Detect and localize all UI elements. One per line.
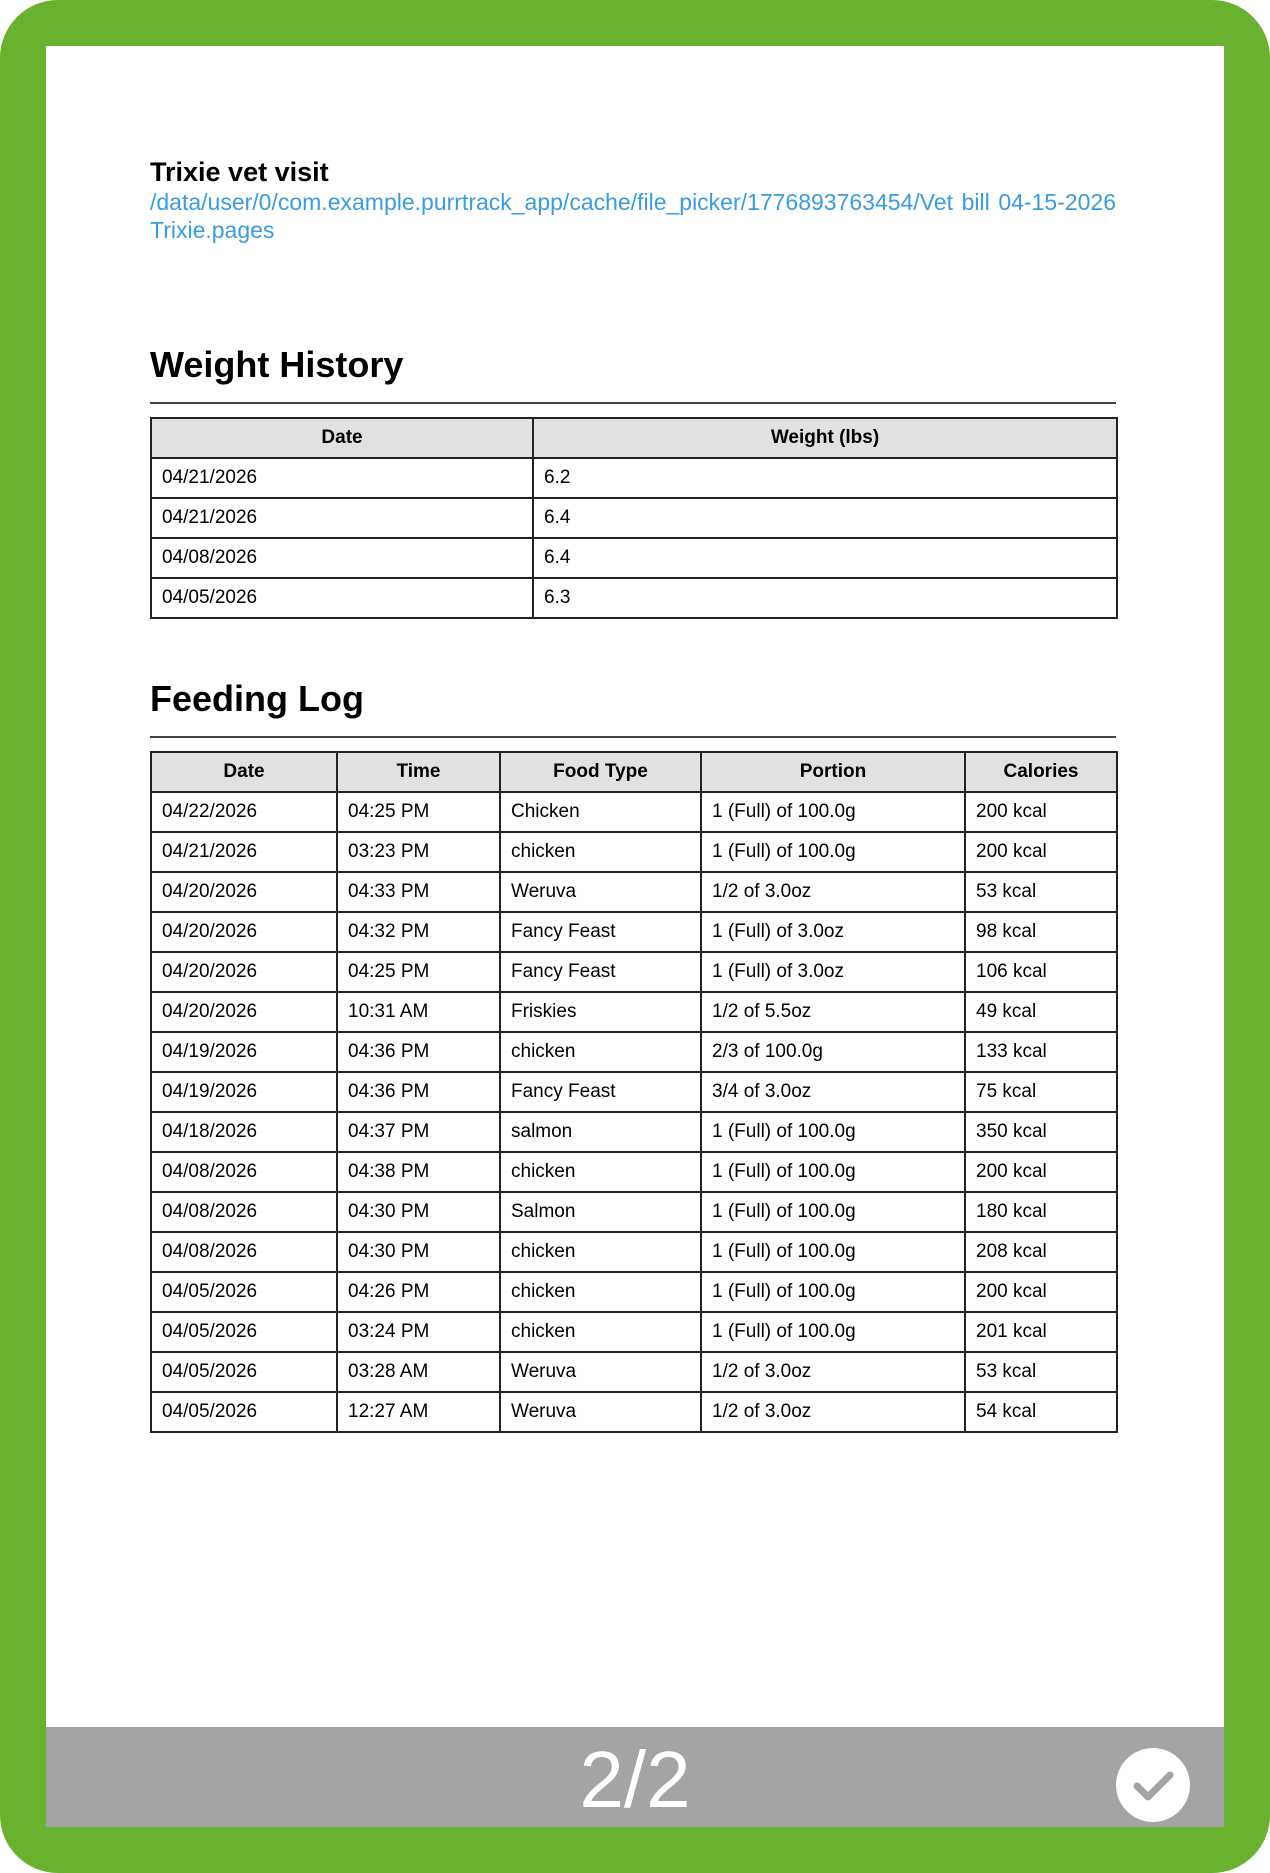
table-cell: Friskies <box>500 992 701 1032</box>
table-row <box>151 832 1117 872</box>
table-cell: 1 (Full) of 100.0g <box>701 792 965 832</box>
table-cell: chicken <box>500 1312 701 1352</box>
table-cell: 1 (Full) of 100.0g <box>701 832 965 872</box>
column-header: Date <box>151 752 337 792</box>
table-row <box>151 1392 1117 1432</box>
table-cell: chicken <box>500 1272 701 1312</box>
feeding-log-table <box>150 751 1118 1433</box>
table-cell: 1 (Full) of 100.0g <box>701 1312 965 1352</box>
table-cell: 04/05/2026 <box>151 1352 337 1392</box>
table-cell: 53 kcal <box>965 1352 1117 1392</box>
table-cell: 04/20/2026 <box>151 872 337 912</box>
attachment-link[interactable]: /data/user/0/com.example.purrtrack_app/cache/file_picker/1776893763454/Vet bill 04-15-2026 Trixie.pages <box>150 189 1116 243</box>
table-cell: 04/20/2026 <box>151 912 337 952</box>
table-cell: 200 kcal <box>965 1272 1117 1312</box>
page-indicator: 2/2 <box>579 1735 691 1824</box>
table-cell: 04/08/2026 <box>151 1232 337 1272</box>
table-cell: 1 (Full) of 100.0g <box>701 1152 965 1192</box>
table-row <box>151 1072 1117 1112</box>
table-cell: 04/08/2026 <box>151 538 533 578</box>
table-cell: Fancy Feast <box>500 912 701 952</box>
table-cell: 04/08/2026 <box>151 1152 337 1192</box>
table-row <box>151 992 1117 1032</box>
table-cell: 54 kcal <box>965 1392 1117 1432</box>
table-row <box>151 1032 1117 1072</box>
table-row <box>151 1232 1117 1272</box>
table-cell: 49 kcal <box>965 992 1117 1032</box>
table-cell: 6.2 <box>533 458 1117 498</box>
table-cell: 1 (Full) of 100.0g <box>701 1232 965 1272</box>
table-cell: Weruva <box>500 872 701 912</box>
table-row <box>151 1192 1117 1232</box>
table-cell: Chicken <box>500 792 701 832</box>
table-cell: chicken <box>500 1232 701 1272</box>
table-cell: 1 (Full) of 3.0oz <box>701 912 965 952</box>
column-header: Calories <box>965 752 1117 792</box>
table-row <box>151 1112 1117 1152</box>
weight-history-table <box>150 417 1118 619</box>
table-cell: 12:27 AM <box>337 1392 500 1432</box>
table-cell: chicken <box>500 832 701 872</box>
column-header: Time <box>337 752 500 792</box>
column-header: Portion <box>701 752 965 792</box>
table-row <box>151 1312 1117 1352</box>
table-row <box>151 1272 1117 1312</box>
table-cell: 1/2 of 3.0oz <box>701 1392 965 1432</box>
table-cell: 200 kcal <box>965 832 1117 872</box>
confirm-button[interactable] <box>1116 1748 1190 1822</box>
table-row <box>151 952 1117 992</box>
column-header: Date <box>151 418 533 458</box>
weight-history-section <box>150 344 1116 619</box>
table-cell: 04/21/2026 <box>151 832 337 872</box>
table-cell: 04:38 PM <box>337 1152 500 1192</box>
table-cell: 04/19/2026 <box>151 1072 337 1112</box>
table-cell: 04/05/2026 <box>151 578 533 618</box>
table-cell: 1/2 of 3.0oz <box>701 1352 965 1392</box>
table-cell: 133 kcal <box>965 1032 1117 1072</box>
table-cell: 04:30 PM <box>337 1232 500 1272</box>
table-cell: 10:31 AM <box>337 992 500 1032</box>
page-indicator-bar <box>46 1727 1224 1827</box>
table-cell: 04/08/2026 <box>151 1192 337 1232</box>
table-cell: 03:23 PM <box>337 832 500 872</box>
table-cell: Fancy Feast <box>500 952 701 992</box>
table-cell: 04/21/2026 <box>151 458 533 498</box>
table-cell: 75 kcal <box>965 1072 1117 1112</box>
check-icon <box>1116 1748 1190 1822</box>
table-cell: 04/21/2026 <box>151 498 533 538</box>
table-cell: 1 (Full) of 100.0g <box>701 1112 965 1152</box>
table-cell: 04/05/2026 <box>151 1312 337 1352</box>
table-cell: 53 kcal <box>965 872 1117 912</box>
table-cell: 04/20/2026 <box>151 952 337 992</box>
table-cell: 04:36 PM <box>337 1072 500 1112</box>
table-cell: 04:32 PM <box>337 912 500 952</box>
table-cell: 1/2 of 3.0oz <box>701 872 965 912</box>
table-body <box>151 792 1117 1432</box>
table-cell: 2/3 of 100.0g <box>701 1032 965 1072</box>
table-cell: 6.4 <box>533 538 1117 578</box>
table-body <box>151 458 1117 618</box>
table-cell: 04/22/2026 <box>151 792 337 832</box>
table-cell: 04:36 PM <box>337 1032 500 1072</box>
table-cell: salmon <box>500 1112 701 1152</box>
feeding-log-title: Feeding Log <box>150 678 1116 738</box>
table-header-row <box>151 418 1117 458</box>
table-cell: 04/18/2026 <box>151 1112 337 1152</box>
table-cell: 6.3 <box>533 578 1117 618</box>
table-cell: chicken <box>500 1032 701 1072</box>
table-cell: 350 kcal <box>965 1112 1117 1152</box>
table-cell: 03:28 AM <box>337 1352 500 1392</box>
table-cell: 200 kcal <box>965 1152 1117 1192</box>
table-cell: 04:30 PM <box>337 1192 500 1232</box>
table-cell: Salmon <box>500 1192 701 1232</box>
table-cell: 04:26 PM <box>337 1272 500 1312</box>
column-header: Weight (lbs) <box>533 418 1117 458</box>
table-row <box>151 1152 1117 1192</box>
table-row <box>151 498 1117 538</box>
attachment-title: Trixie vet visit <box>150 157 329 187</box>
table-cell: 98 kcal <box>965 912 1117 952</box>
table-cell: 04:25 PM <box>337 952 500 992</box>
table-cell: 1 (Full) of 100.0g <box>701 1192 965 1232</box>
pdf-page[interactable] <box>46 46 1224 1827</box>
feeding-log-section <box>150 678 1116 1433</box>
table-cell: 04/05/2026 <box>151 1272 337 1312</box>
table-cell: 1/2 of 5.5oz <box>701 992 965 1032</box>
table-row <box>151 578 1117 618</box>
table-cell: 04:33 PM <box>337 872 500 912</box>
table-row <box>151 912 1117 952</box>
table-row <box>151 538 1117 578</box>
table-row <box>151 792 1117 832</box>
table-cell: 04:25 PM <box>337 792 500 832</box>
table-cell: 3/4 of 3.0oz <box>701 1072 965 1112</box>
table-cell: 04/19/2026 <box>151 1032 337 1072</box>
weight-history-title: Weight History <box>150 344 1116 404</box>
table-cell: 04/20/2026 <box>151 992 337 1032</box>
table-cell: 04:37 PM <box>337 1112 500 1152</box>
table-cell: 201 kcal <box>965 1312 1117 1352</box>
table-cell: 208 kcal <box>965 1232 1117 1272</box>
table-cell: 200 kcal <box>965 792 1117 832</box>
table-cell: 1 (Full) of 3.0oz <box>701 952 965 992</box>
column-header: Food Type <box>500 752 701 792</box>
table-row <box>151 1352 1117 1392</box>
table-cell: 1 (Full) of 100.0g <box>701 1272 965 1312</box>
table-header-row <box>151 752 1117 792</box>
table-cell: chicken <box>500 1152 701 1192</box>
table-cell: 180 kcal <box>965 1192 1117 1232</box>
table-cell: 6.4 <box>533 498 1117 538</box>
table-cell: 03:24 PM <box>337 1312 500 1352</box>
table-cell: Fancy Feast <box>500 1072 701 1112</box>
table-row <box>151 872 1117 912</box>
table-cell: 04/05/2026 <box>151 1392 337 1432</box>
table-cell: 106 kcal <box>965 952 1117 992</box>
table-cell: Weruva <box>500 1352 701 1392</box>
page-content <box>150 156 1116 1433</box>
table-row <box>151 458 1117 498</box>
table-cell: Weruva <box>500 1392 701 1432</box>
